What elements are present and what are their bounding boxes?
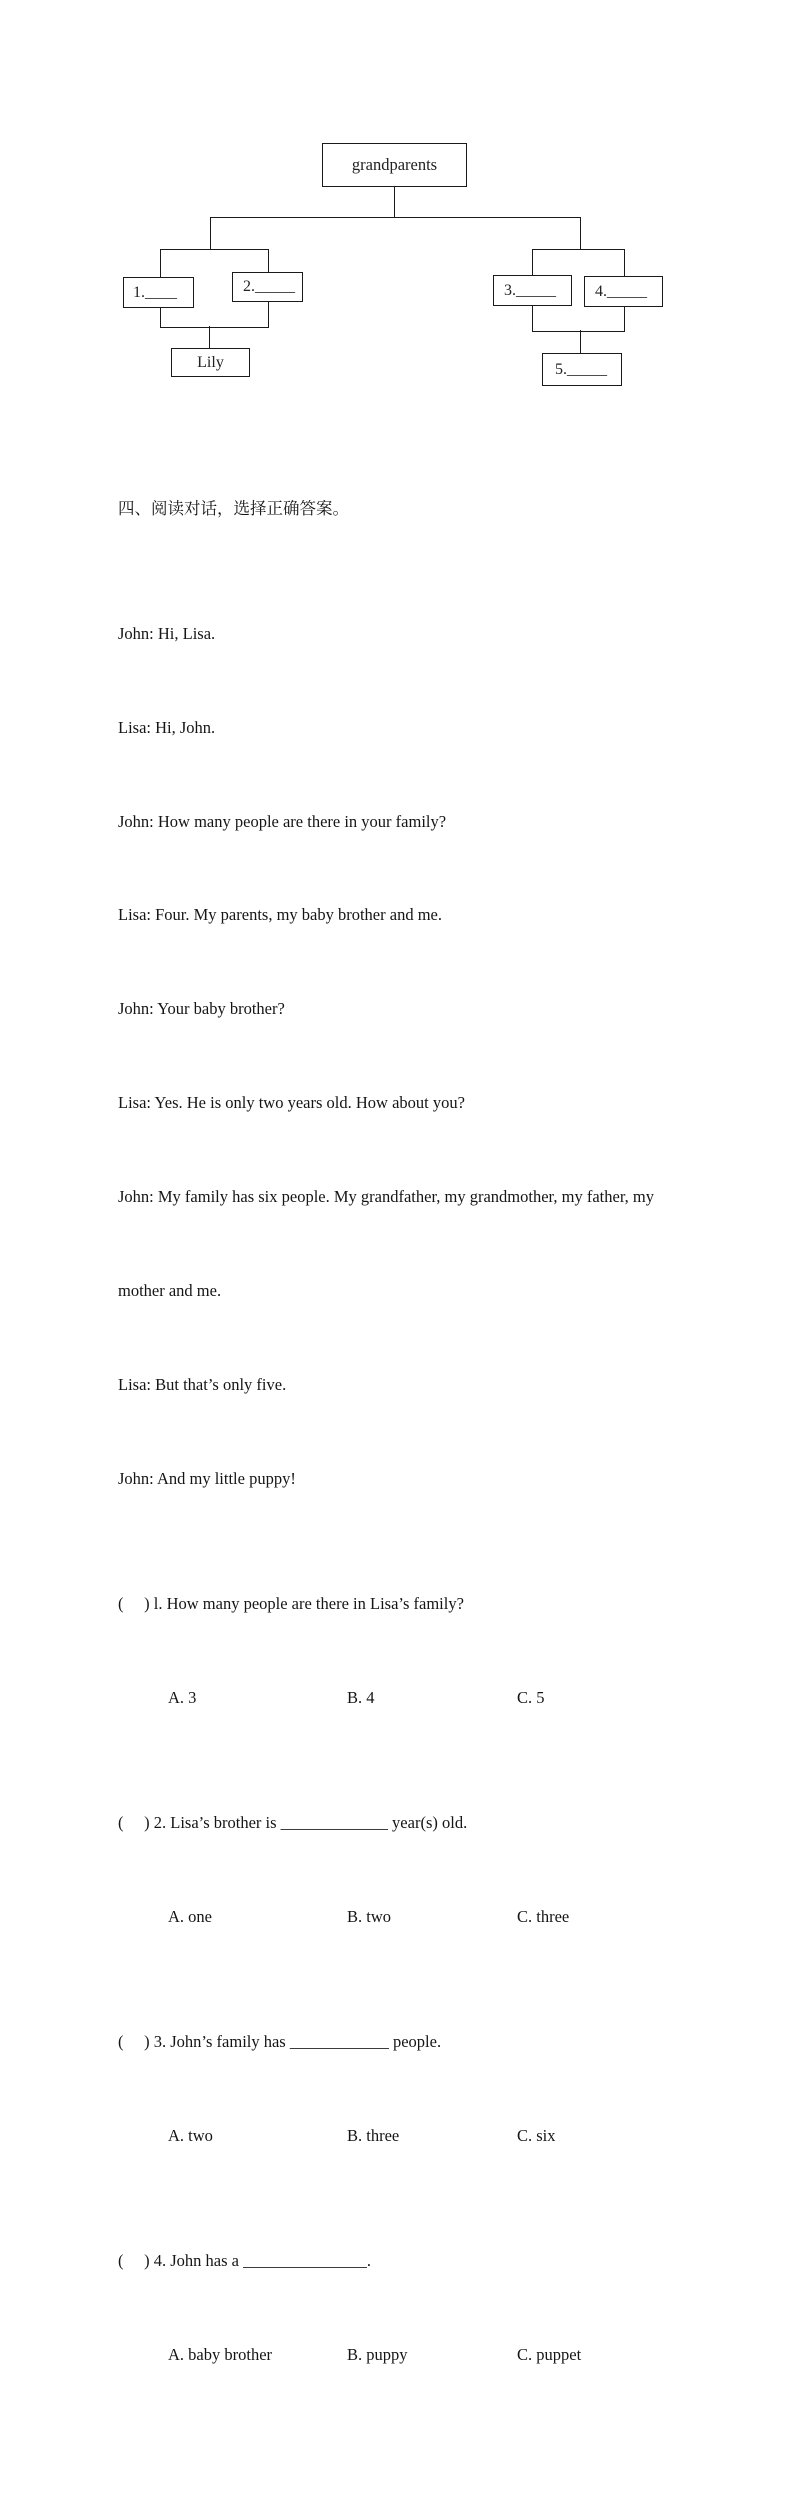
diagram-box-blank-4: 4._____ [584,276,663,307]
connector-root-stem [394,187,395,218]
option-c: C. 5 [517,1687,545,1707]
option-b: B. 4 [347,1687,375,1707]
option-c: C. puppet [517,2345,582,2365]
diagram-box-blank-3: 3._____ [493,275,572,306]
option-b: B. puppy [347,2345,408,2365]
connector-right-drop [580,218,581,250]
family-tree-diagram [0,0,793,420]
diagram-box-blank-2: 2._____ [232,272,303,302]
option-a: A. two [168,2126,213,2146]
option-a: A. 3 [168,1687,197,1707]
options-row-2 [118,1901,718,1932]
connector-box5-stem [580,330,581,354]
dialogue-line: John: My family has six people. My grandfather, my grandmother, my father, my [118,1187,654,1207]
dialogue-line: mother and me. [118,1281,222,1301]
connector-horizontal [210,217,581,218]
option-b: B. three [347,2126,400,2146]
option-a: A. one [168,1906,212,1926]
dialogue-line: Lisa: Four. My parents, my baby brother and me. [118,905,442,925]
options-row-1 [118,1682,718,1713]
section-heading: 四、阅读对话，选择正确答案。 [118,498,349,518]
connector-lily-stem [209,326,210,349]
dialogue-line: Lisa: Yes. He is only two years old. How about you? [118,1093,465,1113]
option-c: C. three [517,1906,570,1926]
connector-left-drop [210,218,211,250]
options-row-4 [118,2339,718,2370]
dialogue-line: John: Hi, Lisa. [118,623,216,643]
dialogue-line: John: And my little puppy! [118,1468,296,1488]
dialogue-line: Lisa: But that’s only five. [118,1374,287,1394]
options-row-3 [118,2120,718,2151]
diagram-box-blank-5: 5._____ [542,353,622,386]
diagram-box-lily: Lily [171,348,250,377]
question-prompt-4: ( ) 4. John has a _______________. [118,2251,371,2271]
question-prompt-1: ( ) l. How many people are there in Lisa’s family? [118,1593,464,1613]
dialogue-line: John: Your baby brother? [118,999,285,1019]
diagram-box-blank-1: 1.____ [123,277,194,308]
option-b: B. two [347,1906,392,1926]
dialogue-line: Lisa: Hi, John. [118,717,216,737]
diagram-box-grandparents: grandparents [322,143,467,187]
question-prompt-2: ( ) 2. Lisa’s brother is _____________ year(s) old. [118,1813,468,1833]
option-c: C. six [517,2126,556,2146]
option-a: A. baby brother [168,2345,273,2365]
reading-section [118,430,718,2433]
question-prompt-3: ( ) 3. John’s family has ____________ people. [118,2032,442,2052]
dialogue-line: John: How many people are there in your family? [118,811,447,831]
